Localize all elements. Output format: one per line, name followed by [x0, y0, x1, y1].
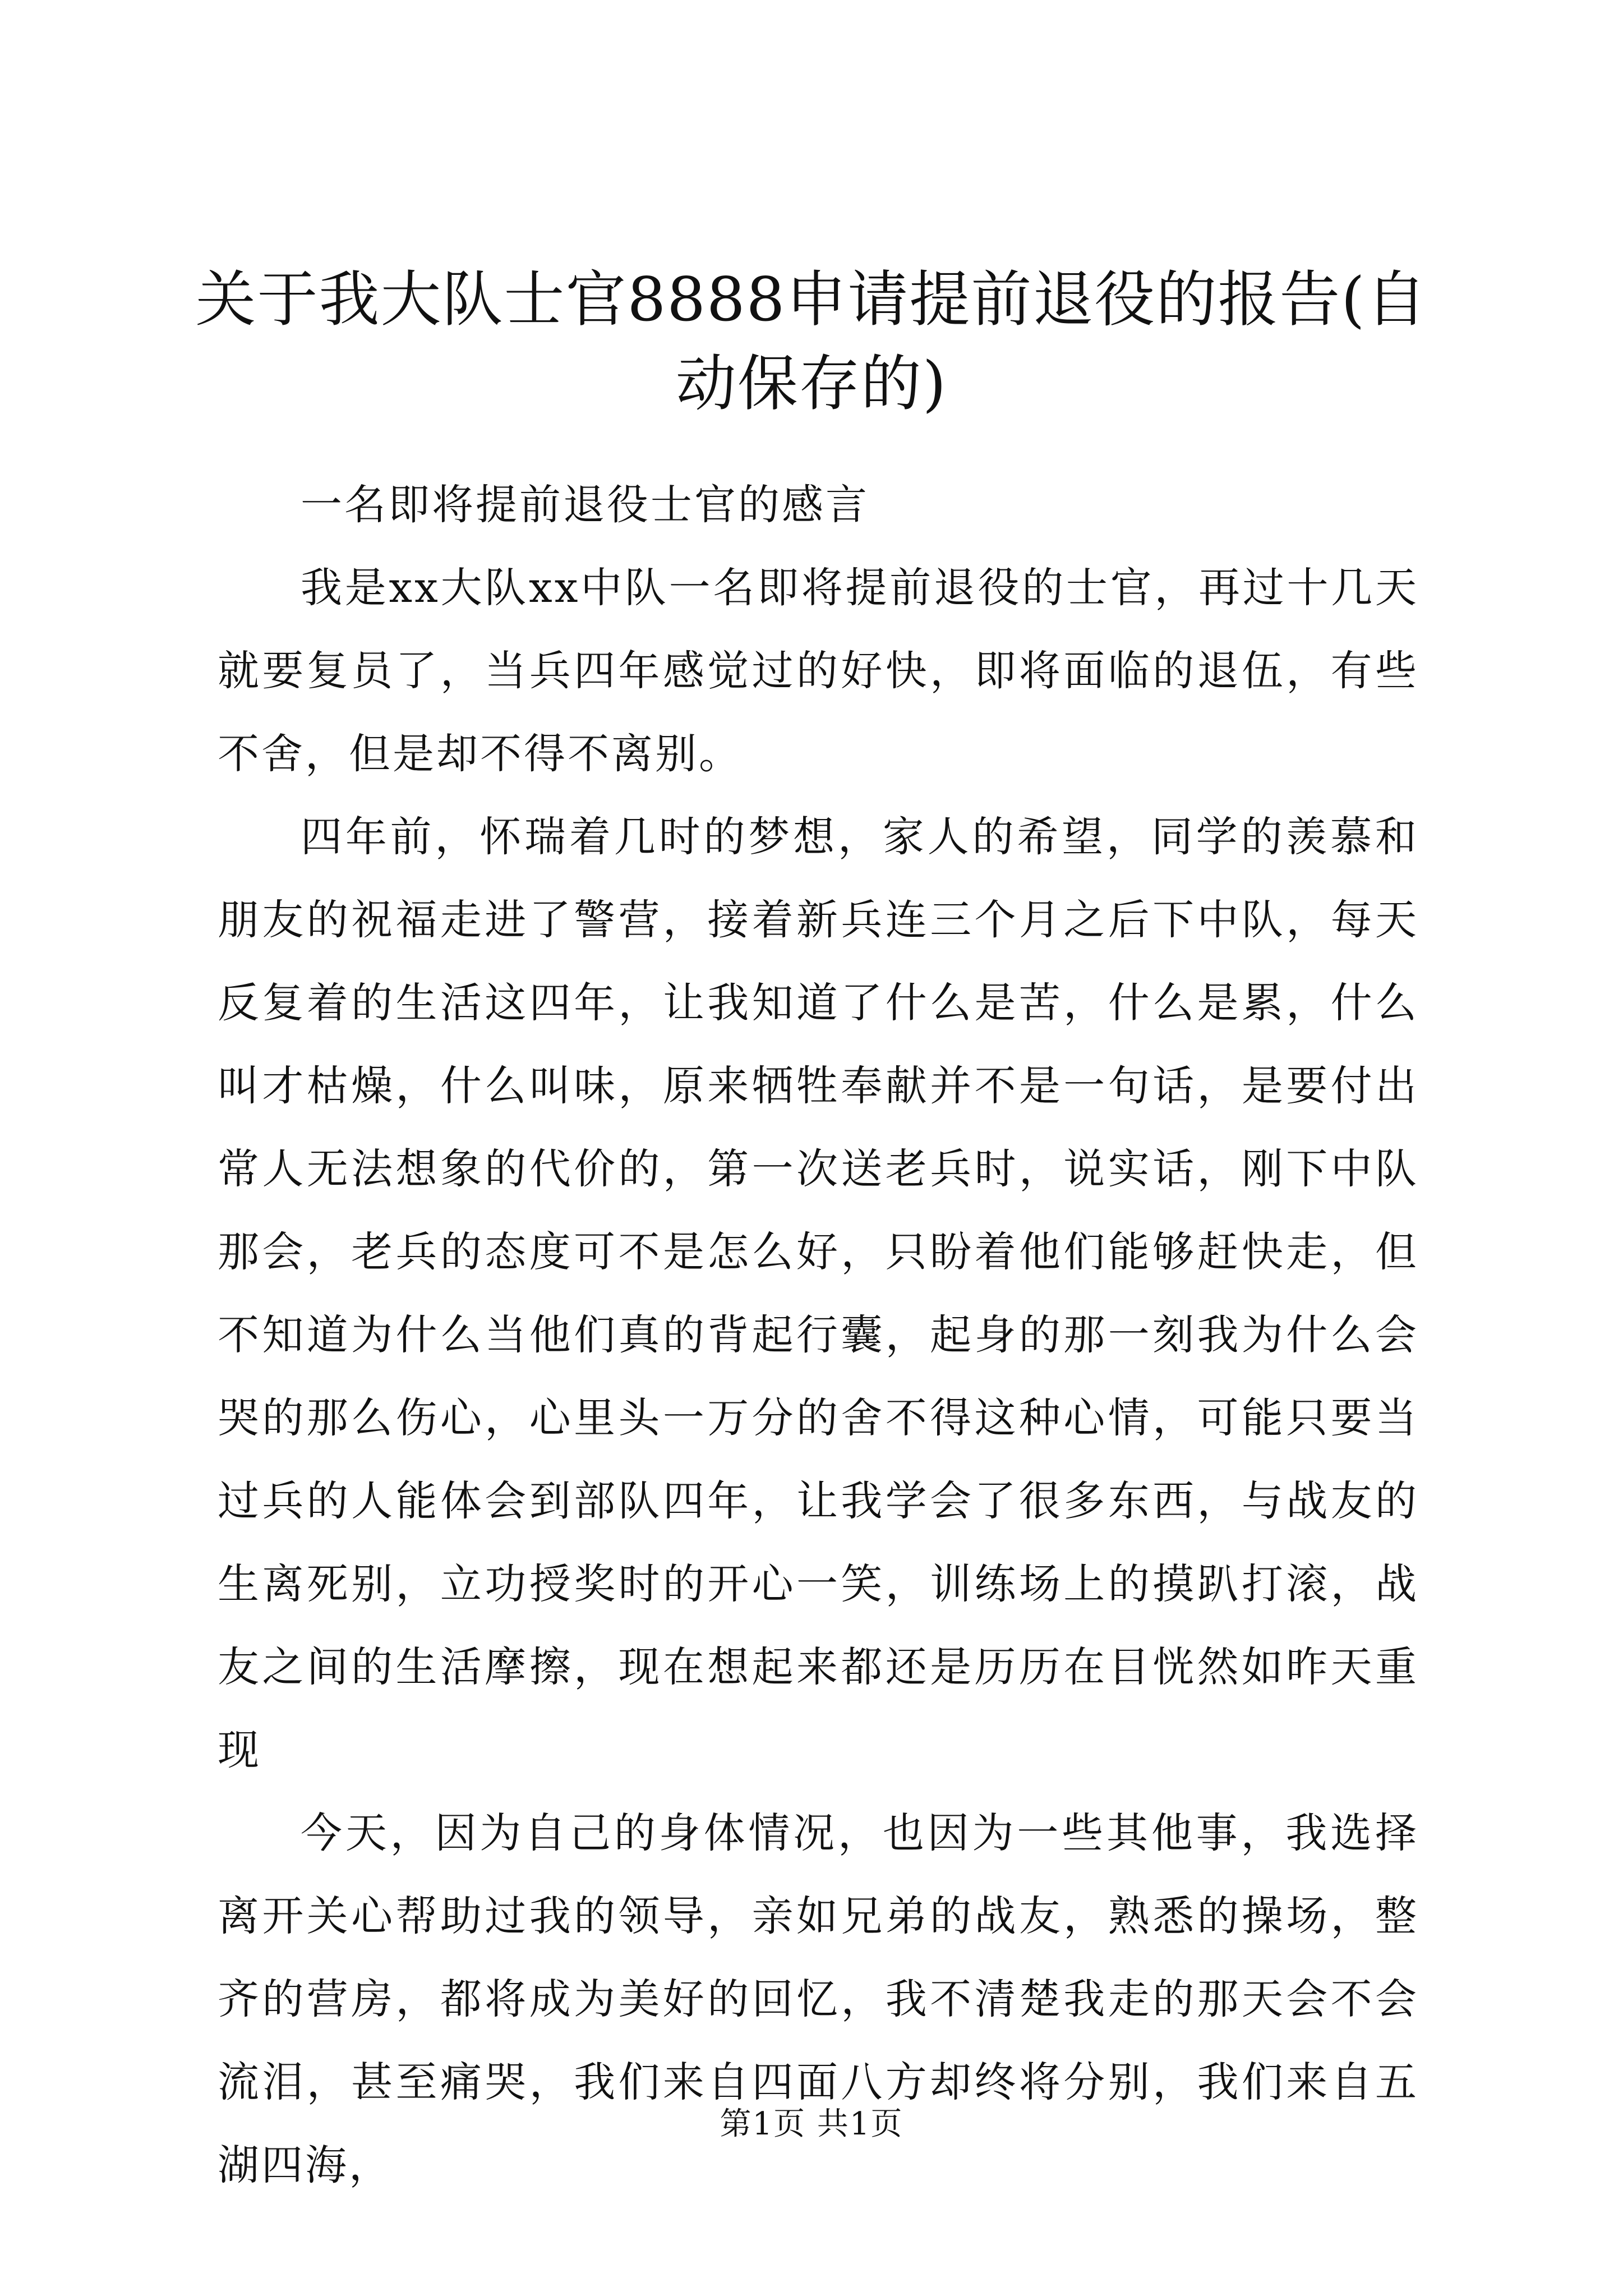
- document-title: 关于我大队士官8888申请提前退役的报告(自动保存的): [195, 265, 1428, 419]
- document-body: [218, 463, 1419, 2207]
- subtitle-paragraph: 一名即将提前退役士官的感言: [301, 481, 869, 529]
- body-paragraph-2: 四年前，怀瑞着几时的梦想，家人的希望，同学的羡慕和朋友的祝福走进了警营，接着新兵连三个月之后下中队，每天反复着的生活这四年，让我知道了什么是苦，什么是累，什么叫才枯燥，什么叫味，原来牺牲奉献并不是一句话，是要付出常人无法想象的代价的，第一次送老兵时，说实话，刚下中队那会，老兵的态度可不是怎么好，只盼着他们能够赶快走，但不知道为什么当他们真的背起行囊，起身的那一刻我为什么会哭的那么伤心，心里头一万分的舍不得这种心情，可能只要当过兵的人能体会到部队四年，让我学会了很多东西，与战友的生离死别，立功授奖时的开心一笑，训练场上的摸趴打滚，战友之间的生活摩擦，现在想起来都还是历历在目恍然如昨天重现: [218, 813, 1419, 1774]
- page-footer: 第1页 共1页: [720, 2106, 903, 2142]
- body-paragraph-3: 今天，因为自己的身体情况，也因为一些其他事，我选择离开关心帮助过我的领导，亲如兄弟的战友，熟悉的操场，整齐的营房，都将成为美好的回忆，我不清楚我走的那天会不会流泪，甚至痛哭，我们来自四面八方却终将分别，我们来自五湖四海，: [218, 1809, 1419, 2189]
- body-paragraph-1: 我是xx大队xx中队一名即将提前退役的士官，再过十几天就要复员了，当兵四年感觉过的好快，即将面临的退伍，有些不舍，但是却不得不离别。: [218, 564, 1419, 778]
